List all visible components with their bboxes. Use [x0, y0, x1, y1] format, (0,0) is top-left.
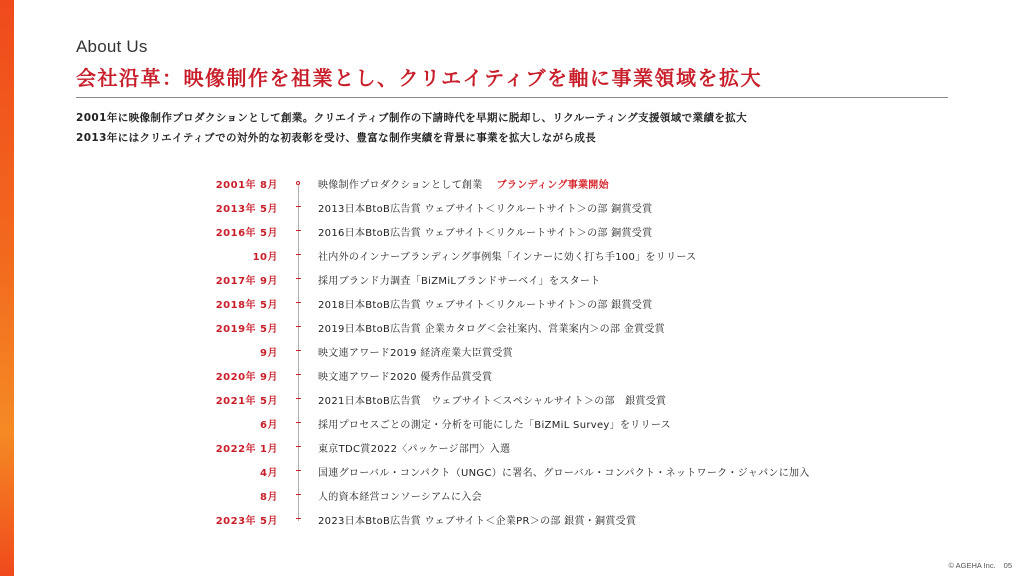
- timeline-tick-marker: [296, 494, 301, 495]
- timeline-event: 映文連アワード2019 経済産業大臣賞受賞: [318, 348, 513, 359]
- page-title: 会社沿革：映像制作を祖業とし、クリエイティブを軸に事業領域を拡大: [76, 66, 762, 90]
- timeline-date: 9月: [260, 348, 278, 359]
- timeline-row: [0, 315, 1024, 339]
- timeline-text: [318, 464, 810, 479]
- timeline-tick-marker: [296, 350, 301, 351]
- timeline-tick-marker: [296, 254, 301, 255]
- timeline-tick-marker: [296, 374, 301, 375]
- timeline-row: [0, 459, 1024, 483]
- timeline-date: 2023年 5月: [215, 516, 278, 527]
- timeline-row: [0, 363, 1024, 387]
- timeline-event: 2019日本BtoB広告賞 企業カタログ＜会社案内、営業案内＞の部 金賞受賞: [318, 324, 665, 335]
- timeline-date: 2017年 9月: [215, 276, 278, 287]
- timeline-date: 2022年 1月: [215, 444, 278, 455]
- timeline-tick-marker: [296, 470, 301, 471]
- timeline-text: [318, 296, 652, 311]
- timeline-row: [0, 483, 1024, 507]
- timeline-tick-marker: [296, 230, 301, 231]
- page-number: 05: [1003, 561, 1012, 570]
- timeline-row: [0, 411, 1024, 435]
- timeline-event: 東京TDC賞2022〈パッケージ部門〉入選: [318, 444, 511, 455]
- timeline-highlight: ブランディング事業開始: [496, 180, 609, 191]
- timeline-tick-marker: [296, 422, 301, 423]
- timeline-text: [318, 512, 636, 527]
- timeline-event: 2018日本BtoB広告賞 ウェブサイト＜リクルートサイト＞の部 銀賞受賞: [318, 300, 653, 311]
- timeline-date: 2016年 5月: [215, 228, 278, 239]
- timeline-date: 8月: [260, 492, 278, 503]
- intro-paragraph: [76, 108, 747, 148]
- timeline-event: 映文連アワード2020 優秀作品賞受賞: [318, 372, 493, 383]
- timeline-event: 人的資本経営コンソーシアムに入会: [318, 492, 482, 503]
- timeline-date: 2001年 8月: [215, 180, 278, 191]
- timeline-event: 映像制作プロダクションとして創業: [318, 180, 483, 191]
- timeline-date: 6月: [260, 420, 278, 431]
- timeline-event: 社内外のインナーブランディング事例集「インナーに効く打ち手100」をリリース: [318, 252, 697, 263]
- timeline-tick-marker: [296, 302, 301, 303]
- copyright-text: © AGEHA Inc.: [948, 561, 996, 570]
- timeline-date: 2020年 9月: [215, 372, 278, 383]
- timeline-date: 2018年 5月: [215, 300, 278, 311]
- timeline-text: [318, 488, 482, 503]
- timeline-event: 2013日本BtoB広告賞 ウェブサイト＜リクルートサイト＞の部 銅賞受賞: [318, 204, 653, 215]
- timeline-text: [318, 224, 652, 239]
- timeline-date: 10月: [252, 252, 278, 263]
- timeline-text: [318, 200, 652, 215]
- section-eyebrow: About Us: [76, 37, 148, 56]
- timeline-tick-marker: [296, 398, 301, 399]
- timeline-row: [0, 195, 1024, 219]
- timeline-text: [318, 392, 666, 407]
- timeline-event: 2016日本BtoB広告賞 ウェブサイト＜リクルートサイト＞の部 銅賞受賞: [318, 228, 653, 239]
- timeline-text: [318, 368, 492, 383]
- intro-line-1: 2001年に映像制作プロダクションとして創業。クリエイティブ制作の下請時代を早期に脱却し、リクルーティング支援領域で業績を拡大: [76, 112, 748, 124]
- timeline-date: 2021年 5月: [215, 396, 278, 407]
- timeline-row: [0, 243, 1024, 267]
- timeline-event: 採用プロセスごとの測定・分析を可能にした「BiZMiL Survey」をリリース: [318, 420, 671, 431]
- intro-line-2: 2013年にはクリエイティブでの対外的な初表彰を受け、豊富な制作実績を背景に事業を拡大しながら成長: [76, 132, 597, 144]
- timeline-dot-marker: [296, 181, 300, 185]
- timeline-tick-marker: [296, 326, 301, 327]
- timeline-text: [318, 176, 609, 191]
- timeline-row: [0, 267, 1024, 291]
- timeline-row: [0, 219, 1024, 243]
- footer: [948, 561, 1012, 570]
- timeline-text: [318, 416, 671, 431]
- timeline-event: 採用ブランド力調査「BiZMiLブランドサーベイ」をスタート: [318, 276, 601, 287]
- title-divider: [76, 97, 948, 98]
- timeline-event: 国連グローバル・コンパクト（UNGC）に署名、グローバル・コンパクト・ネットワーク・ジャパンに加入: [318, 468, 810, 479]
- timeline-text: [318, 320, 665, 335]
- timeline-date: 2013年 5月: [215, 204, 278, 215]
- timeline-row: [0, 171, 1024, 195]
- timeline-tick-marker: [296, 206, 301, 207]
- timeline-row: [0, 507, 1024, 531]
- timeline-tick-marker: [296, 446, 301, 447]
- timeline-text: [318, 440, 510, 455]
- timeline-row: [0, 435, 1024, 459]
- timeline-text: [318, 344, 513, 359]
- timeline-row: [0, 387, 1024, 411]
- timeline-row: [0, 291, 1024, 315]
- timeline-tick-marker: [296, 518, 301, 519]
- timeline-text: [318, 248, 697, 263]
- timeline-date: 2019年 5月: [215, 324, 278, 335]
- timeline-date: 4月: [260, 468, 278, 479]
- timeline-event: 2021日本BtoB広告賞 ウェブサイト＜スペシャルサイト＞の部 銀賞受賞: [318, 396, 667, 407]
- timeline-row: [0, 339, 1024, 363]
- timeline-tick-marker: [296, 278, 301, 279]
- timeline-event: 2023日本BtoB広告賞 ウェブサイト＜企業PR＞の部 銀賞・銅賞受賞: [318, 516, 637, 527]
- timeline-text: [318, 272, 600, 287]
